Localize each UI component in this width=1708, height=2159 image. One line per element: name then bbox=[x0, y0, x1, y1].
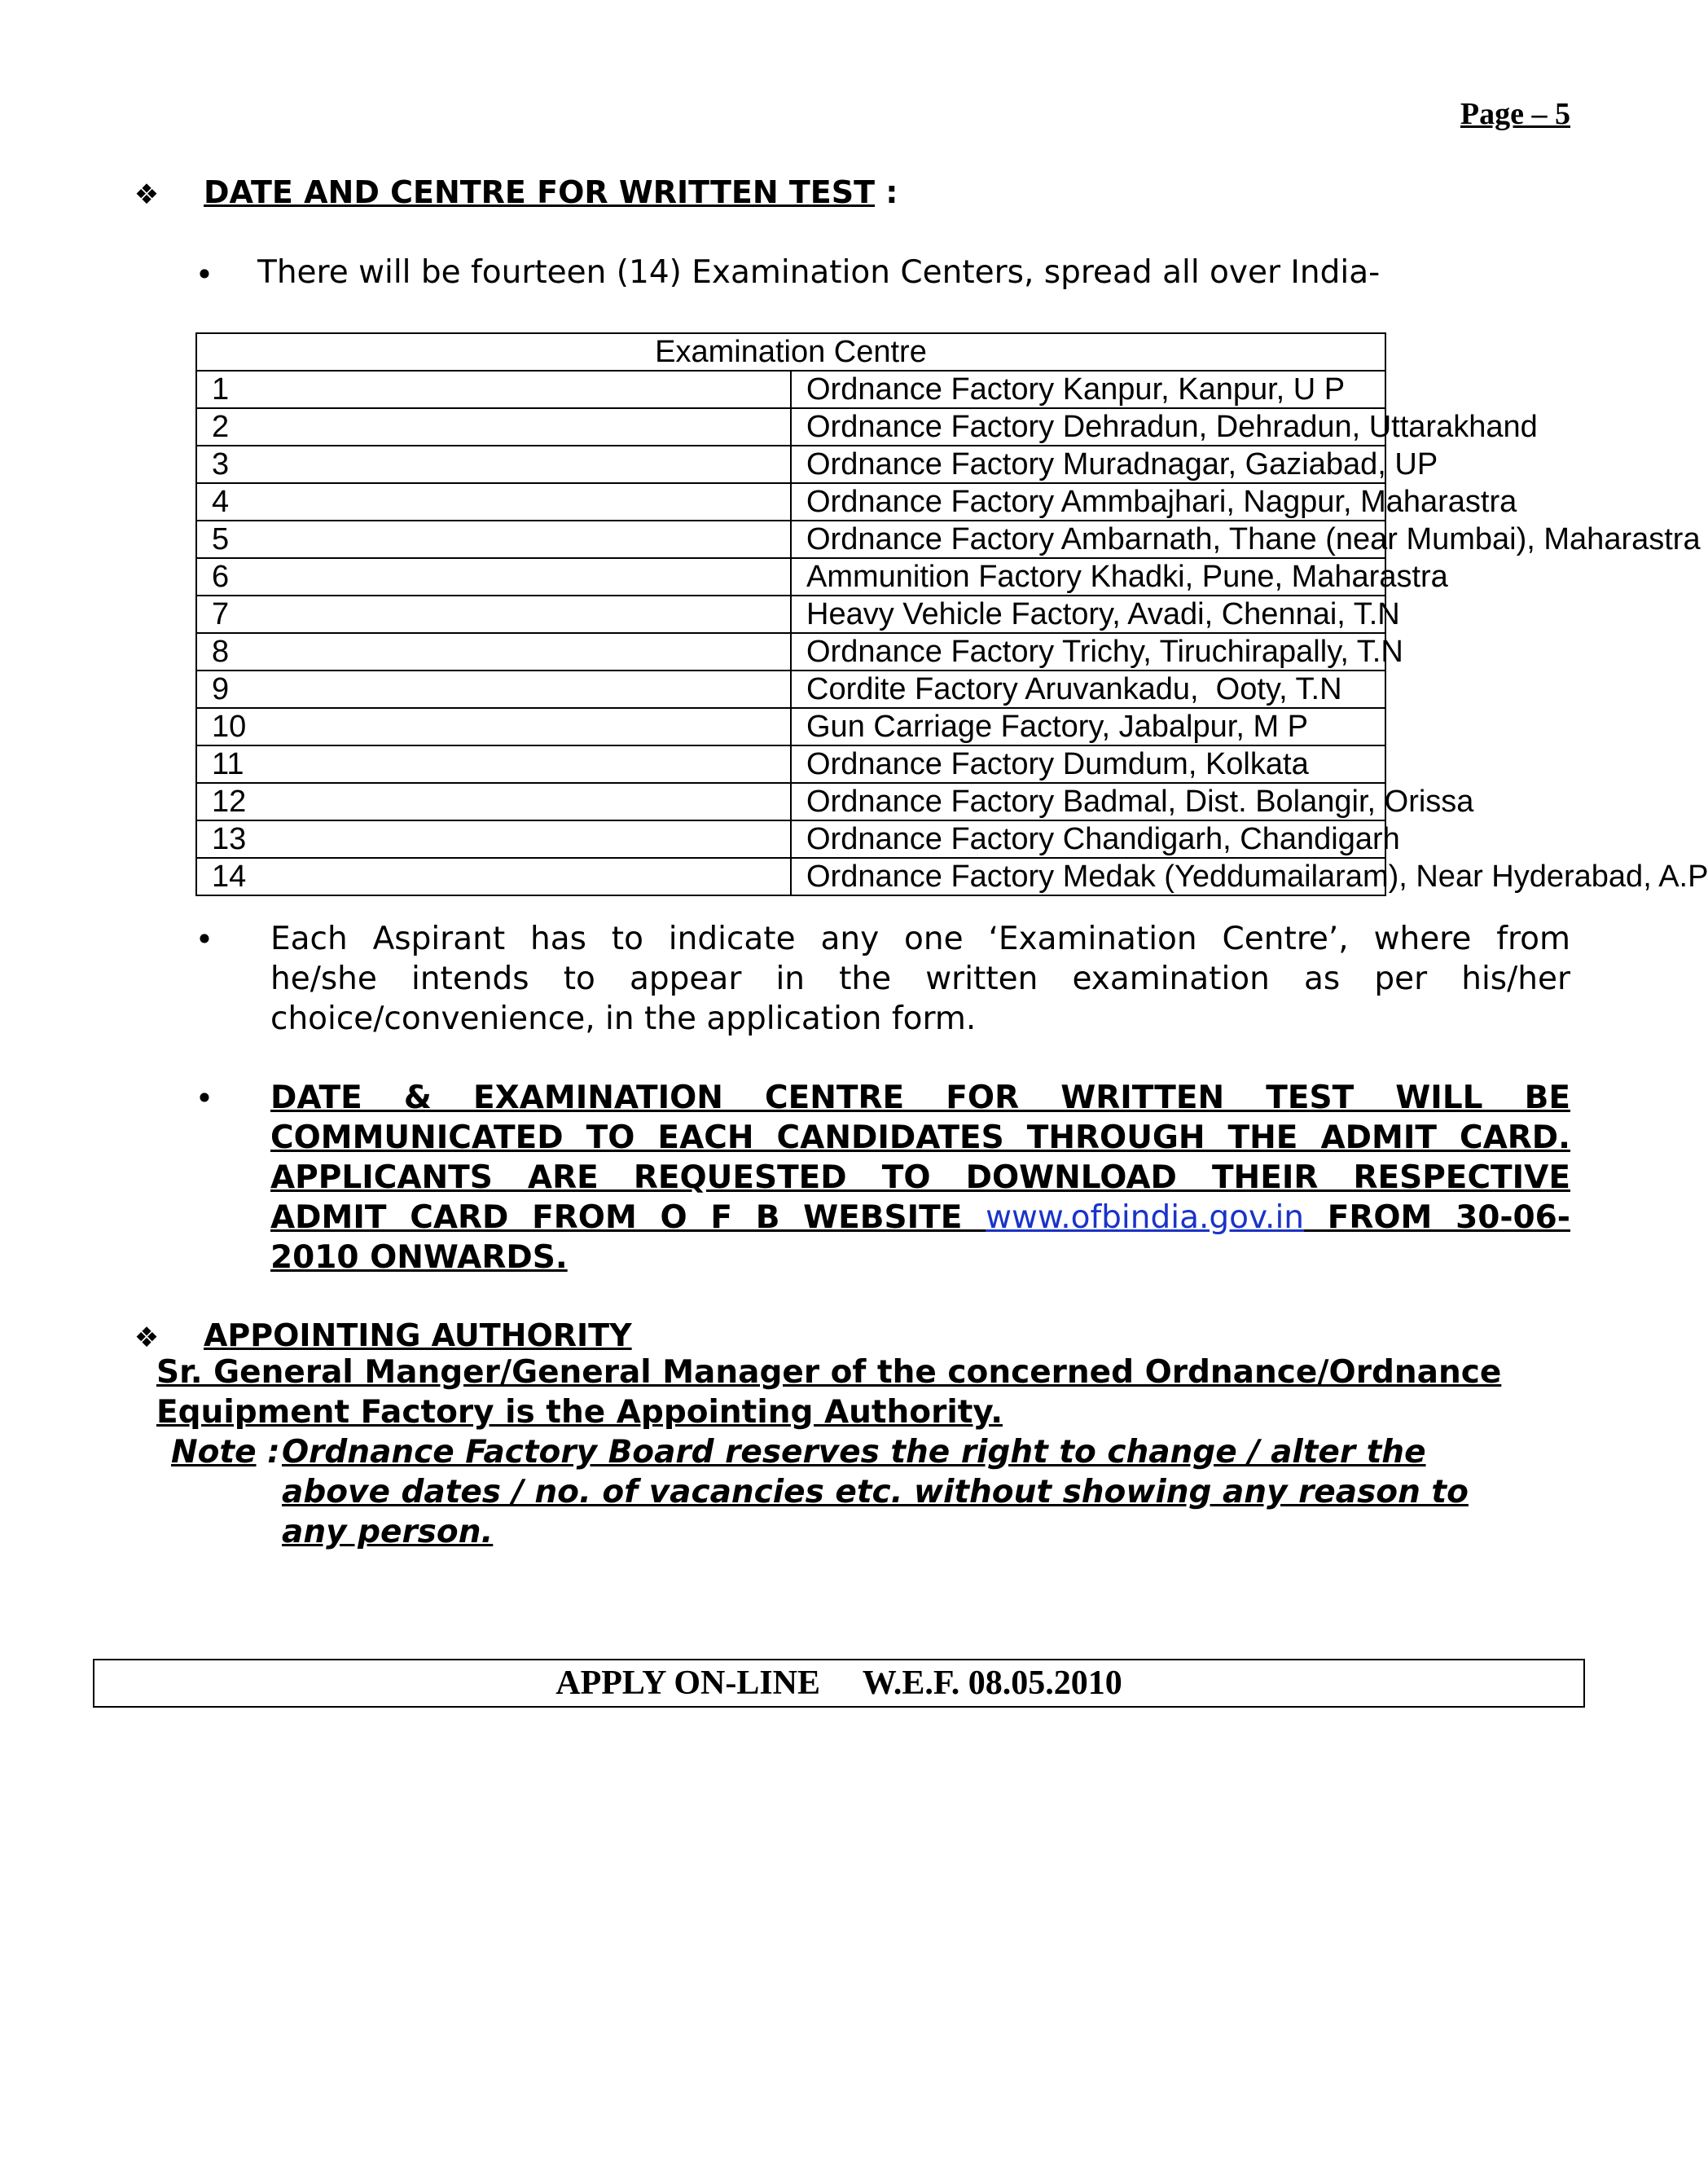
table-row bbox=[196, 820, 1385, 858]
row-number: 2 bbox=[196, 408, 791, 446]
intro-text: There will be fourteen (14) Examination Centers, spread all over India- bbox=[257, 254, 1381, 291]
paragraph-line: choice/convenience, in the application form. bbox=[270, 1000, 977, 1037]
bullet-icon: • bbox=[195, 257, 214, 292]
row-centre: Heavy Vehicle Factory, Avadi, Chennai, T.N bbox=[791, 596, 1385, 633]
page-number: Page – 5 bbox=[1460, 97, 1570, 131]
table-row bbox=[196, 558, 1385, 596]
paragraph-line: Each Aspirant has to indicate any one ‘Examination Centre’, where from bbox=[270, 921, 1570, 957]
row-number: 14 bbox=[196, 858, 791, 895]
admit-card-notice bbox=[270, 1078, 1570, 1277]
row-number: 1 bbox=[196, 371, 791, 408]
notice-line: COMMUNICATED TO EACH CANDIDATES THROUGH THE ADMIT CARD. bbox=[270, 1119, 1570, 1156]
ofb-website-link[interactable]: www.ofbindia.gov.in bbox=[986, 1199, 1304, 1236]
note-text: Ordnance Factory Board reserves the right to change / alter the above dates / no. of vacancies etc. without showing any reason to any person. bbox=[282, 1434, 1469, 1550]
row-centre: Ordnance Factory Medak (Yeddumailaram), Near Hyderabad, A.P bbox=[791, 858, 1385, 895]
row-number: 3 bbox=[196, 446, 791, 483]
diamond-bullet-icon: ❖ bbox=[134, 1321, 160, 1354]
row-centre: Ammunition Factory Khadki, Pune, Maharastra bbox=[791, 558, 1385, 596]
table-row bbox=[196, 521, 1385, 558]
row-number: 9 bbox=[196, 671, 791, 708]
row-number: 5 bbox=[196, 521, 791, 558]
notice-line: DATE & EXAMINATION CENTRE FOR WRITTEN TEST WILL BE bbox=[270, 1080, 1570, 1116]
row-centre: Ordnance Factory Ambarnath, Thane (near Mumbai), Maharastra bbox=[791, 521, 1385, 558]
table-row bbox=[196, 596, 1385, 633]
note-label-text: Note bbox=[171, 1434, 257, 1471]
section-heading-text: DATE AND CENTRE FOR WRITTEN TEST bbox=[204, 174, 876, 210]
row-number: 7 bbox=[196, 596, 791, 633]
note-colon: : bbox=[256, 1434, 292, 1471]
table-row bbox=[196, 745, 1385, 783]
row-number: 6 bbox=[196, 558, 791, 596]
paragraph-line: he/she intends to appear in the written examination as per his/her bbox=[270, 961, 1570, 997]
examination-centre-table bbox=[195, 332, 1708, 896]
table-row bbox=[196, 783, 1385, 820]
row-number: 8 bbox=[196, 633, 791, 671]
notice-line-post: FROM 30-06- bbox=[1304, 1199, 1570, 1236]
table-row bbox=[196, 633, 1385, 671]
row-centre: Ordnance Factory Kanpur, Kanpur, U P bbox=[791, 371, 1385, 408]
section-heading-written-test bbox=[204, 174, 898, 210]
diamond-bullet-icon: ❖ bbox=[134, 178, 160, 211]
row-centre: Ordnance Factory Badmal, Dist. Bolangir, Orissa bbox=[791, 783, 1385, 820]
notice-line-pre: ADMIT CARD FROM O F B WEBSITE bbox=[270, 1199, 986, 1236]
apply-online-banner: APPLY ON-LINE W.E.F. 08.05.2010 bbox=[93, 1659, 1585, 1708]
table-header-row bbox=[196, 333, 1385, 371]
bullet-icon: • bbox=[195, 921, 214, 957]
row-centre: Ordnance Factory Dehradun, Dehradun, Uttarakhand bbox=[791, 408, 1385, 446]
section-heading-appointing-authority bbox=[204, 1317, 632, 1353]
notice-line-with-link bbox=[270, 1198, 1570, 1238]
row-centre: Ordnance Factory Dumdum, Kolkata bbox=[791, 745, 1385, 783]
table-row bbox=[196, 446, 1385, 483]
row-number: 12 bbox=[196, 783, 791, 820]
note-label bbox=[171, 1432, 291, 1472]
row-centre: Ordnance Factory Chandigarh, Chandigarh bbox=[791, 820, 1385, 858]
section-heading-text: APPOINTING AUTHORITY bbox=[204, 1317, 632, 1353]
row-centre: Cordite Factory Aruvankadu, Ooty, T.N bbox=[791, 671, 1385, 708]
row-number: 11 bbox=[196, 745, 791, 783]
table-row bbox=[196, 408, 1385, 446]
bullet-icon: • bbox=[195, 1080, 214, 1116]
notice-line: 2010 ONWARDS. bbox=[270, 1239, 568, 1276]
table-row bbox=[196, 671, 1385, 708]
appointing-authority-text: Sr. General Manger/General Manager of the concerned Ordnance/Ordnance Equipment Factory is the Appointing Authority. bbox=[156, 1354, 1502, 1431]
aspirant-centre-paragraph bbox=[270, 919, 1570, 1039]
table-header: Examination Centre bbox=[196, 333, 1385, 371]
table-row bbox=[196, 483, 1385, 521]
table-row bbox=[196, 858, 1385, 895]
row-centre: Gun Carriage Factory, Jabalpur, M P bbox=[791, 708, 1385, 745]
section-heading-suffix: : bbox=[875, 174, 898, 210]
table-row bbox=[196, 371, 1385, 408]
table-row bbox=[196, 708, 1385, 745]
row-centre: Ordnance Factory Muradnagar, Gaziabad, UP bbox=[791, 446, 1385, 483]
row-number: 4 bbox=[196, 483, 791, 521]
row-number: 13 bbox=[196, 820, 791, 858]
notice-line: APPLICANTS ARE REQUESTED TO DOWNLOAD THEIR RESPECTIVE bbox=[270, 1159, 1570, 1196]
row-centre: Ordnance Factory Ammbajhari, Nagpur, Maharastra bbox=[791, 483, 1385, 521]
row-number: 10 bbox=[196, 708, 791, 745]
row-centre: Ordnance Factory Trichy, Tiruchirapally, T.N bbox=[791, 633, 1385, 671]
